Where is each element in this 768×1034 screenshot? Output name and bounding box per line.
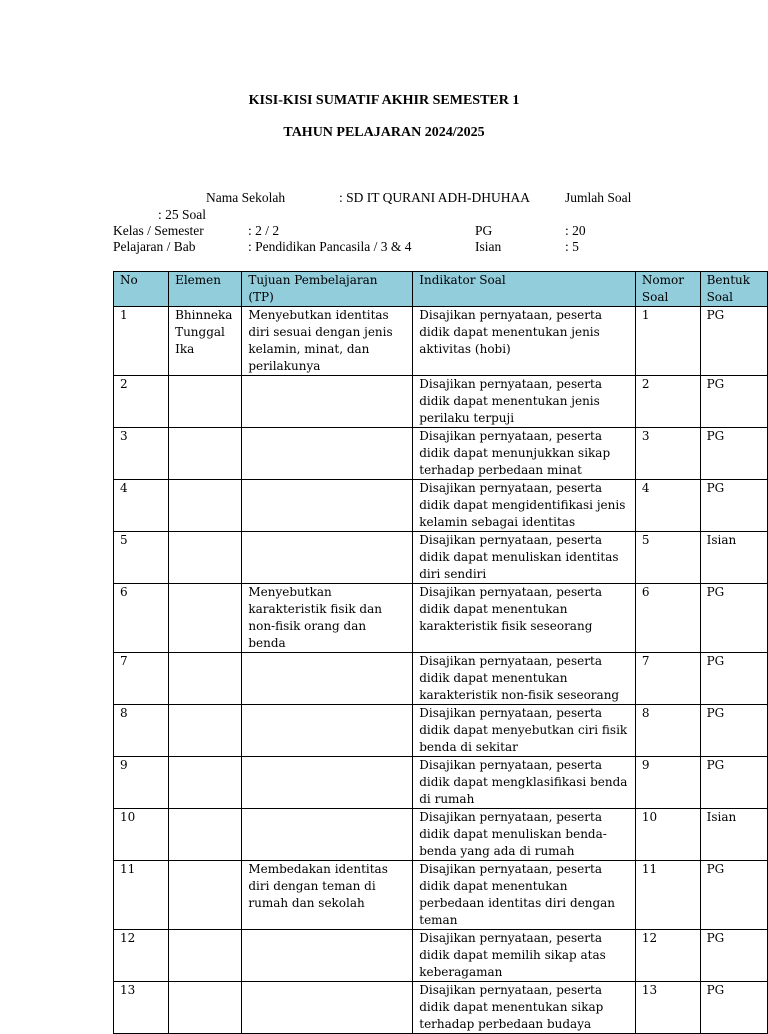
cell-bentuk: Isian	[700, 532, 767, 584]
cell-nomor: 2	[635, 376, 700, 428]
kelas-semester-label: Kelas / Semester	[113, 223, 204, 238]
cell-indikator: Disajikan pernyataan, peserta didik dapat mengklasifikasi benda di rumah	[413, 757, 636, 809]
cell-elemen	[169, 480, 242, 532]
isian-label: Isian	[475, 239, 502, 254]
cell-elemen	[169, 653, 242, 705]
document-title: KISI-KISI SUMATIF AKHIR SEMESTER 1	[248, 93, 520, 108]
cell-tp: Menyebutkan identitas diri sesuai dengan jenis kelamin, minat, dan perilakunya	[242, 307, 413, 376]
cell-elemen	[169, 376, 242, 428]
cell-indikator: Disajikan pernyataan, peserta didik dapat menentukan jenis aktivitas (hobi)	[413, 307, 636, 376]
cell-nomor: 3	[635, 428, 700, 480]
kelas-semester-value: : 2 / 2	[248, 223, 280, 238]
cell-tp	[242, 930, 413, 982]
cell-no: 1	[114, 307, 169, 376]
cell-no: 12	[114, 930, 169, 982]
cell-bentuk: PG	[700, 982, 767, 1034]
cell-indikator: Disajikan pernyataan, peserta didik dapat menentukan karakteristik fisik seseorang	[413, 584, 636, 653]
cell-no: 7	[114, 653, 169, 705]
cell-no: 9	[114, 757, 169, 809]
cell-elemen	[169, 705, 242, 757]
pg-label: PG	[475, 223, 493, 238]
table-row	[114, 705, 768, 757]
isian-value: : 5	[565, 239, 579, 254]
cell-indikator: Disajikan pernyataan, peserta didik dapat menuliskan identitas diri sendiri	[413, 532, 636, 584]
cell-nomor: 12	[635, 930, 700, 982]
cell-nomor: 11	[635, 861, 700, 930]
table-row	[114, 584, 768, 653]
cell-tp	[242, 982, 413, 1034]
cell-nomor: 13	[635, 982, 700, 1034]
cell-bentuk: PG	[700, 705, 767, 757]
kisi-kisi-table	[113, 271, 768, 1034]
cell-bentuk: PG	[700, 480, 767, 532]
cell-nomor: 7	[635, 653, 700, 705]
cell-indikator: Disajikan pernyataan, peserta didik dapat menentukan perbedaan identitas diri dengan teman	[413, 861, 636, 930]
header-elemen: Elemen	[169, 272, 242, 307]
cell-nomor: 8	[635, 705, 700, 757]
table-header-row	[114, 272, 768, 307]
table-row	[114, 861, 768, 930]
cell-bentuk: PG	[700, 307, 767, 376]
table-row	[114, 930, 768, 982]
cell-indikator: Disajikan pernyataan, peserta didik dapat memilih sikap atas keberagaman	[413, 930, 636, 982]
document-subtitle: TAHUN PELAJARAN 2024/2025	[283, 125, 485, 140]
cell-elemen	[169, 861, 242, 930]
cell-elemen	[169, 982, 242, 1034]
cell-nomor: 10	[635, 809, 700, 861]
cell-elemen	[169, 930, 242, 982]
cell-no: 4	[114, 480, 169, 532]
cell-elemen	[169, 532, 242, 584]
cell-no: 5	[114, 532, 169, 584]
cell-bentuk: PG	[700, 584, 767, 653]
cell-elemen	[169, 757, 242, 809]
cell-elemen	[169, 809, 242, 861]
cell-tp	[242, 705, 413, 757]
cell-elemen	[169, 428, 242, 480]
cell-indikator: Disajikan pernyataan, peserta didik dapat menentukan karakteristik non-fisik seseorang	[413, 653, 636, 705]
table-row	[114, 653, 768, 705]
cell-tp	[242, 757, 413, 809]
cell-tp	[242, 653, 413, 705]
cell-tp	[242, 428, 413, 480]
cell-nomor: 9	[635, 757, 700, 809]
nama-sekolah-value: : SD IT QURANI ADH-DHUHAA	[339, 190, 530, 205]
cell-indikator: Disajikan pernyataan, peserta didik dapat menunjukkan sikap terhadap perbedaan minat	[413, 428, 636, 480]
cell-tp	[242, 809, 413, 861]
pg-value: : 20	[565, 223, 586, 238]
cell-no: 2	[114, 376, 169, 428]
cell-indikator: Disajikan pernyataan, peserta didik dapat mengidentifikasi jenis kelamin sebagai identitas	[413, 480, 636, 532]
jumlah-soal-label: Jumlah Soal	[565, 190, 632, 205]
cell-no: 6	[114, 584, 169, 653]
cell-indikator: Disajikan pernyataan, peserta didik dapat menentukan sikap terhadap perbedaan budaya	[413, 982, 636, 1034]
cell-nomor: 4	[635, 480, 700, 532]
cell-no: 3	[114, 428, 169, 480]
cell-no: 13	[114, 982, 169, 1034]
cell-bentuk: PG	[700, 757, 767, 809]
header-nomor-soal: Nomor Soal	[635, 272, 700, 307]
table-row	[114, 376, 768, 428]
cell-tp: Membedakan identitas diri dengan teman di rumah dan sekolah	[242, 861, 413, 930]
cell-tp: Menyebutkan karakteristik fisik dan non-fisik orang dan benda	[242, 584, 413, 653]
cell-no: 8	[114, 705, 169, 757]
header-tujuan-pembelajaran: Tujuan Pembelajaran (TP)	[242, 272, 413, 307]
cell-nomor: 6	[635, 584, 700, 653]
table-row	[114, 982, 768, 1034]
cell-indikator: Disajikan pernyataan, peserta didik dapat menyebutkan ciri fisik benda di sekitar	[413, 705, 636, 757]
nama-sekolah-label: Nama Sekolah	[206, 190, 286, 205]
cell-bentuk: PG	[700, 653, 767, 705]
cell-nomor: 1	[635, 307, 700, 376]
cell-bentuk: PG	[700, 861, 767, 930]
cell-indikator: Disajikan pernyataan, peserta didik dapat menentukan jenis perilaku terpuji	[413, 376, 636, 428]
table-row	[114, 307, 768, 376]
header-indikator-soal: Indikator Soal	[413, 272, 636, 307]
cell-tp	[242, 532, 413, 584]
cell-bentuk: PG	[700, 428, 767, 480]
table-row	[114, 809, 768, 861]
cell-tp	[242, 480, 413, 532]
cell-tp	[242, 376, 413, 428]
table-row	[114, 757, 768, 809]
table-row	[114, 428, 768, 480]
cell-elemen: Bhinneka Tunggal Ika	[169, 307, 242, 376]
cell-no: 10	[114, 809, 169, 861]
cell-bentuk: Isian	[700, 809, 767, 861]
header-no: No	[114, 272, 169, 307]
pelajaran-bab-value: : Pendidikan Pancasila / 3 & 4	[248, 239, 412, 254]
pelajaran-bab-label: Pelajaran / Bab	[113, 239, 196, 254]
table-row	[114, 532, 768, 584]
cell-no: 11	[114, 861, 169, 930]
table-row	[114, 480, 768, 532]
cell-bentuk: PG	[700, 376, 767, 428]
cell-bentuk: PG	[700, 930, 767, 982]
cell-nomor: 5	[635, 532, 700, 584]
jumlah-soal-value: : 25 Soal	[158, 207, 207, 222]
cell-indikator: Disajikan pernyataan, peserta didik dapat menuliskan benda-benda yang ada di rumah	[413, 809, 636, 861]
cell-elemen	[169, 584, 242, 653]
header-bentuk-soal: Bentuk Soal	[700, 272, 767, 307]
